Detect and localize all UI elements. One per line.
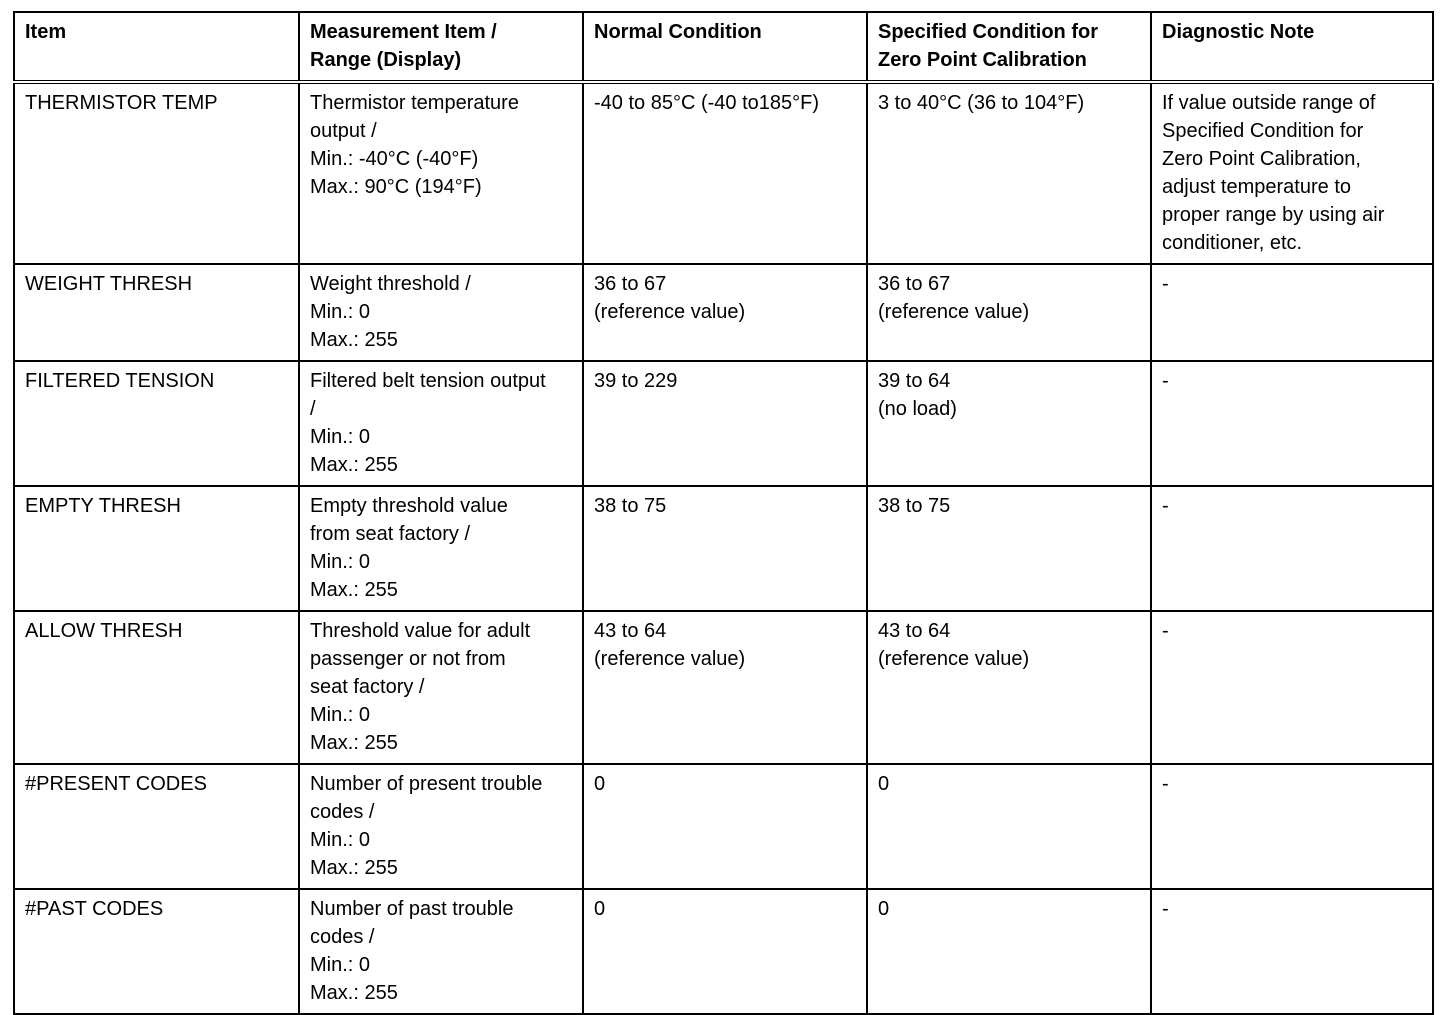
cell-note: -: [1151, 764, 1433, 889]
spec-table-container: [13, 11, 1432, 1015]
cell-note: If value outside range of Specified Condition for Zero Point Calibration, adjust temperature to proper range by using air conditioner, etc.: [1151, 82, 1433, 264]
cell-item: EMPTY THRESH: [14, 486, 299, 611]
cell-measurement: Number of past trouble codes / Min.: 0 Max.: 255: [299, 889, 583, 1014]
header-normal-condition: Normal Condition: [583, 12, 867, 82]
header-zero-point-condition: Specified Condition for Zero Point Calibration: [867, 12, 1151, 82]
cell-note: -: [1151, 889, 1433, 1014]
cell-normal: 0: [583, 889, 867, 1014]
cell-normal: 36 to 67 (reference value): [583, 264, 867, 361]
cell-item: #PRESENT CODES: [14, 764, 299, 889]
table-row: [14, 889, 1433, 1014]
table-header-row: [14, 12, 1433, 82]
cell-item: WEIGHT THRESH: [14, 264, 299, 361]
table-row: [14, 764, 1433, 889]
header-measurement: Measurement Item / Range (Display): [299, 12, 583, 82]
cell-zero-point: 36 to 67 (reference value): [867, 264, 1151, 361]
cell-item: #PAST CODES: [14, 889, 299, 1014]
cell-zero-point: 38 to 75: [867, 486, 1151, 611]
cell-measurement: Number of present trouble codes / Min.: 0 Max.: 255: [299, 764, 583, 889]
cell-note: -: [1151, 486, 1433, 611]
cell-zero-point: 0: [867, 889, 1151, 1014]
cell-item: THERMISTOR TEMP: [14, 82, 299, 264]
cell-measurement: Thermistor temperature output / Min.: -40°C (-40°F) Max.: 90°C (194°F): [299, 82, 583, 264]
cell-zero-point: 43 to 64 (reference value): [867, 611, 1151, 764]
cell-measurement: Filtered belt tension output / Min.: 0 Max.: 255: [299, 361, 583, 486]
cell-item: ALLOW THRESH: [14, 611, 299, 764]
cell-measurement: Weight threshold / Min.: 0 Max.: 255: [299, 264, 583, 361]
cell-normal: 39 to 229: [583, 361, 867, 486]
cell-note: -: [1151, 611, 1433, 764]
cell-item: FILTERED TENSION: [14, 361, 299, 486]
cell-measurement: Empty threshold value from seat factory / Min.: 0 Max.: 255: [299, 486, 583, 611]
cell-zero-point: 3 to 40°C (36 to 104°F): [867, 82, 1151, 264]
cell-note: -: [1151, 264, 1433, 361]
table-row: [14, 611, 1433, 764]
table-row: [14, 486, 1433, 611]
cell-normal: -40 to 85°C (-40 to185°F): [583, 82, 867, 264]
diagnostic-data-table: [13, 11, 1434, 1015]
header-item: Item: [14, 12, 299, 82]
cell-normal: 38 to 75: [583, 486, 867, 611]
table-row: [14, 361, 1433, 486]
cell-note: -: [1151, 361, 1433, 486]
cell-normal: 0: [583, 764, 867, 889]
cell-normal: 43 to 64 (reference value): [583, 611, 867, 764]
table-row: [14, 264, 1433, 361]
cell-measurement: Threshold value for adult passenger or not from seat factory / Min.: 0 Max.: 255: [299, 611, 583, 764]
cell-zero-point: 0: [867, 764, 1151, 889]
cell-zero-point: 39 to 64 (no load): [867, 361, 1151, 486]
header-diagnostic-note: Diagnostic Note: [1151, 12, 1433, 82]
table-row: [14, 82, 1433, 264]
